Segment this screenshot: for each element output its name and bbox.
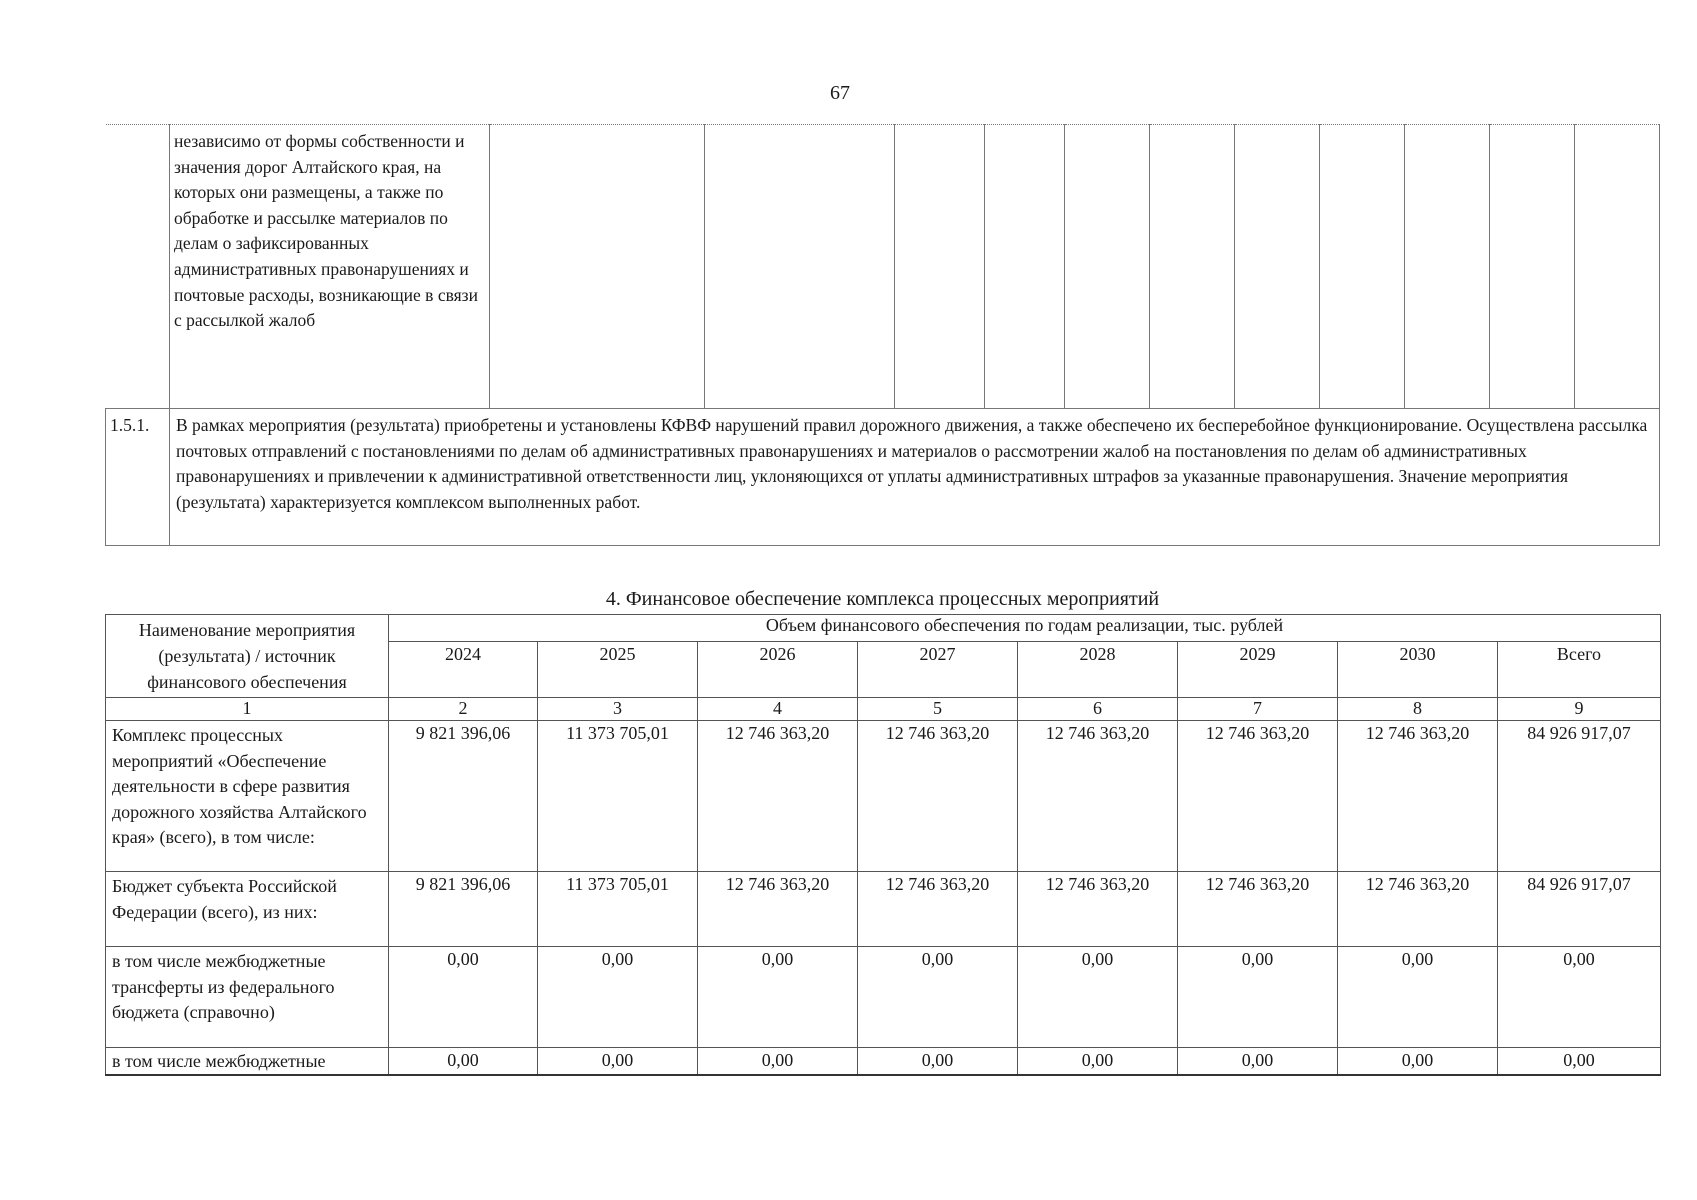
value-cell: 12 746 363,20 — [1178, 721, 1338, 872]
value-cell: 0,00 — [1498, 947, 1661, 1048]
value-cell: 12 746 363,20 — [1018, 721, 1178, 872]
column-number: 7 — [1178, 698, 1338, 721]
value-cell: 84 926 917,07 — [1498, 721, 1661, 872]
year-header: 2030 — [1338, 641, 1498, 698]
value-cell: 12 746 363,20 — [858, 872, 1018, 947]
name-column-header: Наименование мероприятия (результата) / источник финансового обеспечения — [106, 615, 389, 698]
row-name: в том числе межбюджетные трансферты из федерального бюджета (справочно) — [106, 947, 389, 1048]
page-number: 67 — [830, 82, 850, 104]
column-number: 1 — [106, 698, 389, 721]
value-cell: 9 821 396,06 — [389, 721, 538, 872]
year-header: 2026 — [698, 641, 858, 698]
continuation-number-cell — [106, 125, 170, 409]
value-cell: 0,00 — [389, 1048, 538, 1076]
value-cell: 0,00 — [538, 1048, 698, 1076]
empty-cell — [705, 125, 895, 409]
column-number: 6 — [1018, 698, 1178, 721]
value-cell: 9 821 396,06 — [389, 872, 538, 947]
finance-table — [105, 614, 1661, 1076]
value-cell: 0,00 — [1338, 1048, 1498, 1076]
value-cell: 12 746 363,20 — [1338, 721, 1498, 872]
continuation-text-cell — [170, 125, 490, 409]
value-cell: 0,00 — [1018, 1048, 1178, 1076]
volume-header: Объем финансового обеспечения по годам реализации, тыс. рублей — [389, 615, 1661, 642]
note-row — [106, 409, 1660, 546]
empty-cell — [1150, 125, 1235, 409]
empty-cell — [1065, 125, 1150, 409]
column-number: 5 — [858, 698, 1018, 721]
value-cell: 84 926 917,07 — [1498, 872, 1661, 947]
row-name: в том числе межбюджетные — [106, 1048, 389, 1076]
column-number: 2 — [389, 698, 538, 721]
column-number: 4 — [698, 698, 858, 721]
table-row — [106, 947, 1661, 1048]
table-row — [106, 721, 1661, 872]
continuation-row — [106, 125, 1660, 409]
total-header: Всего — [1498, 641, 1661, 698]
year-header: 2024 — [389, 641, 538, 698]
note-text: В рамках мероприятия (результата) приобретены и установлены КФВФ нарушений правил дорожного движения, а также обеспечено их бесперебойное функционирование. Осуществлена рассылка почтовых отправлений с постановлениями по делам об административных правонарушениях и материалов о рассмотрении жалоб на постановления по делам об административных правонарушениях и привлечении к административной ответственности лиц, уклоняющихся от уплаты административных штрафов за указанные правонарушения. Значение мероприятия (результата) характеризуется комплексом выполненных работ. — [170, 409, 1660, 546]
continuation-text: независимо от формы собственности и значения дорог Алтайского края, на которых они размещены, а также по обработке и рассылке материалов по делам о зафиксированных административных правонарушениях и почтовые расходы, возникающие в связи с рассылкой жалоб — [174, 131, 478, 331]
value-cell: 12 746 363,20 — [1178, 872, 1338, 947]
value-cell: 0,00 — [858, 947, 1018, 1048]
year-header: 2029 — [1178, 641, 1338, 698]
empty-cell — [1320, 125, 1405, 409]
row-name: Бюджет субъекта Российской Федерации (всего), из них: — [106, 872, 389, 947]
value-cell: 0,00 — [1498, 1048, 1661, 1076]
year-header: 2025 — [538, 641, 698, 698]
value-cell: 0,00 — [1018, 947, 1178, 1048]
column-number: 8 — [1338, 698, 1498, 721]
continuation-table — [105, 124, 1660, 546]
value-cell: 0,00 — [389, 947, 538, 1048]
value-cell: 12 746 363,20 — [698, 721, 858, 872]
table-row — [106, 872, 1661, 947]
empty-cell — [895, 125, 985, 409]
empty-cell — [490, 125, 705, 409]
table-row — [106, 1048, 1661, 1076]
value-cell: 12 746 363,20 — [858, 721, 1018, 872]
year-header: 2028 — [1018, 641, 1178, 698]
value-cell: 12 746 363,20 — [1018, 872, 1178, 947]
value-cell: 12 746 363,20 — [698, 872, 858, 947]
value-cell: 0,00 — [698, 947, 858, 1048]
value-cell: 0,00 — [858, 1048, 1018, 1076]
value-cell: 11 373 705,01 — [538, 872, 698, 947]
value-cell: 0,00 — [1178, 947, 1338, 1048]
empty-cell — [1235, 125, 1320, 409]
value-cell: 0,00 — [1338, 947, 1498, 1048]
section-title: 4. Финансовое обеспечение комплекса процессных мероприятий — [605, 588, 1160, 610]
column-number: 3 — [538, 698, 698, 721]
note-number: 1.5.1. — [106, 409, 170, 546]
value-cell: 0,00 — [538, 947, 698, 1048]
value-cell: 0,00 — [1178, 1048, 1338, 1076]
row-name: Комплекс процессных мероприятий «Обеспечение деятельности в сфере развития дорожного хозяйства Алтайского края» (всего), в том числе: — [106, 721, 389, 872]
value-cell: 11 373 705,01 — [538, 721, 698, 872]
empty-cell — [1405, 125, 1490, 409]
empty-cell — [985, 125, 1065, 409]
empty-cell — [1490, 125, 1575, 409]
year-header: 2027 — [858, 641, 1018, 698]
value-cell: 0,00 — [698, 1048, 858, 1076]
value-cell: 12 746 363,20 — [1338, 872, 1498, 947]
column-number: 9 — [1498, 698, 1661, 721]
empty-cell — [1575, 125, 1660, 409]
